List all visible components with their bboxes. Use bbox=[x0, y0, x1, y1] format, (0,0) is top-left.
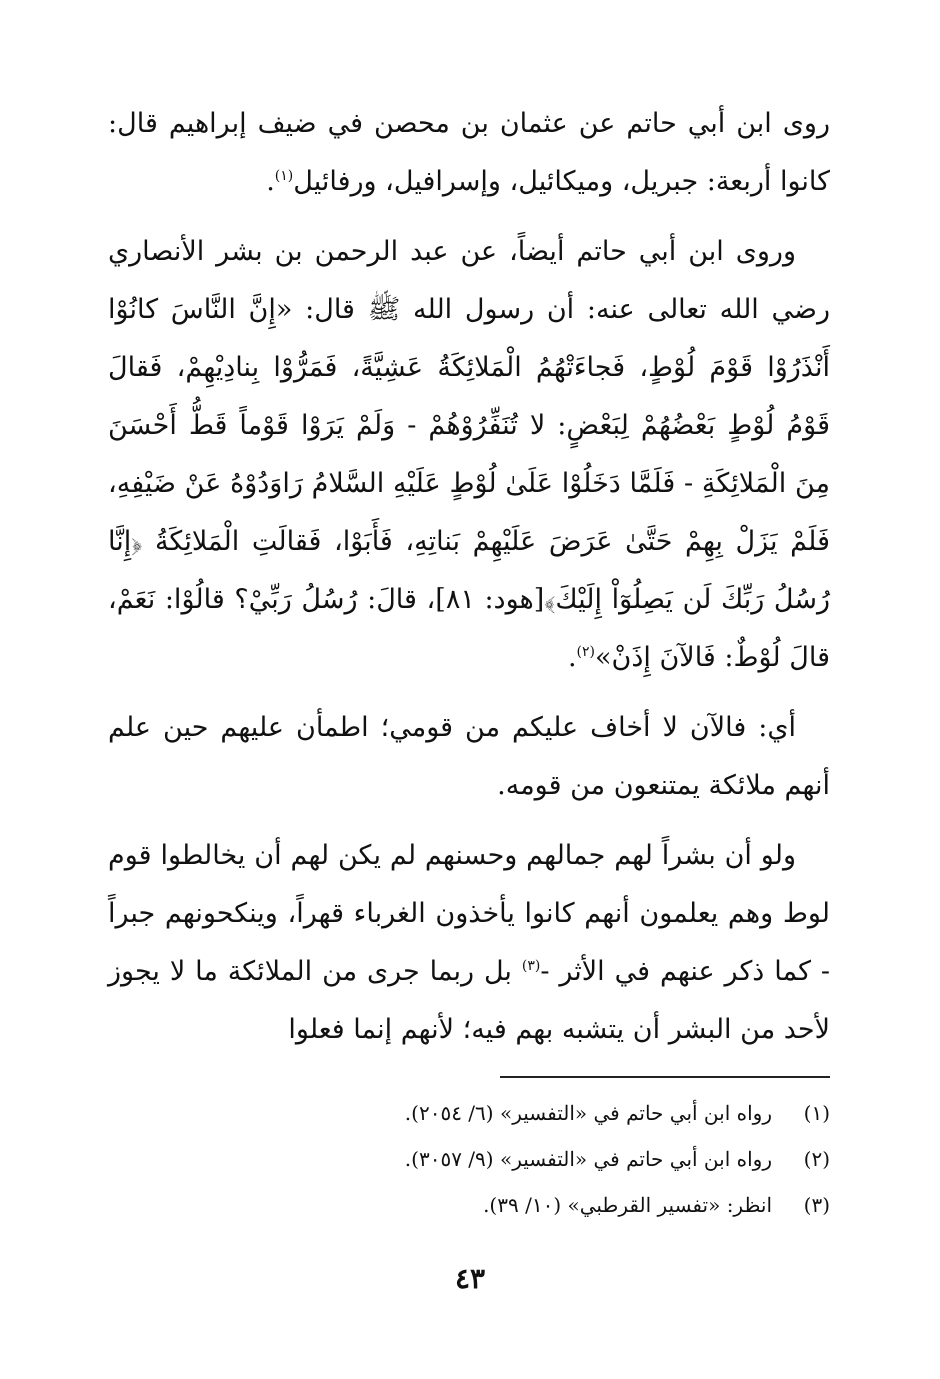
page-body bbox=[108, 95, 830, 1071]
footnote-2-number: (٢) bbox=[803, 1147, 830, 1171]
footnote-1-number: (١) bbox=[803, 1101, 830, 1125]
paragraph-2 bbox=[108, 223, 830, 687]
footnotes bbox=[108, 1090, 830, 1228]
paragraph-4 bbox=[108, 827, 830, 1059]
paragraph-1-text: روى ابن أبي حاتم عن عثمان بن محصن في ضيف إبراهيم قال: كانوا أربعة: جبريل، وميكائيل، وإسرافيل، ورفائيل bbox=[108, 108, 830, 197]
footnote-ref-3[interactable]: (٣) bbox=[521, 958, 541, 974]
paragraph-1-tail: . bbox=[266, 166, 275, 197]
paragraph-2-text: وروى ابن أبي حاتم أيضاً، عن عبد الرحمن بن بشر الأنصاري رضي الله تعالى عنه: أن رسول الله ﷺ قال: «إِنَّ النَّاسَ كانُوْا أَنْذَرُوْا قَوْمَ لُوْطٍ، فَجاءَتْهُمُ الْمَلائِكَةُ عَشِيَّةً، فَمَرُّوْا بِنادِيْهِمْ، فَقالَ قَوْمُ لُوْطٍ بَعْضُهُمْ لِبَعْضٍ: لا تُنَفِّرُوْهُمْ - وَلَمْ يَرَوْا قَوْماً قَطُّ أَحْسَنَ مِنَ الْمَلائِكَةِ - فَلَمَّا دَخَلُوْا عَلَىٰ لُوْطٍ عَلَيْهِ السَّلامُ رَاوَدُوْهُ عَنْ ضَيْفِهِ، فَلَمْ يَزَلْ بِهِمْ حَتَّىٰ عَرَضَ عَلَيْهِمْ بَناتِهِ، فَأَبَوْا، فَقالَتِ الْمَلائِكَةُ ﴿إِنَّا رُسُلُ رَبِّكَ لَن يَصِلُوٓاْ إِلَيْكَ﴾[هود: ٨١]، قالَ: رُسُلُ رَبِّيْ؟ قالُوْا: نَعَمْ، قالَ لُوْطٌ: فَالآنَ إِذَنْ» bbox=[108, 236, 830, 673]
paragraph-4-text-after: بل ربما جرى من الملائكة ما لا يجوز لأحد من البشر أن يتشبه بهم فيه؛ لأنهم إنما فعلوا bbox=[108, 956, 830, 1045]
paragraph-4-text-before: ولو أن بشراً لهم جمالهم وحسنهم لم يكن لهم أن يخالطوا قوم لوط وهم يعلمون أنهم كانوا يأخذون الغرباء قهراً، وينكحونهم جبراً - كما ذكر عنهم في الأثر - bbox=[108, 840, 830, 987]
paragraph-3-text: أي: فالآن لا أخاف عليكم من قومي؛ اطمأن عليهم حين علم أنهم ملائكة يمتنعون من قومه. bbox=[108, 712, 830, 801]
footnote-1 bbox=[108, 1090, 830, 1136]
footnote-ref-1[interactable]: (١) bbox=[274, 168, 294, 184]
footnote-2-text: رواه ابن أبي حاتم في «التفسير» (٩/ ٣٠٥٧). bbox=[404, 1147, 772, 1171]
paragraph-3 bbox=[108, 699, 830, 815]
page-number: ٤٣ bbox=[454, 1262, 486, 1295]
paragraph-2-tail: . bbox=[567, 642, 577, 673]
footnote-ref-2[interactable]: (٢) bbox=[576, 644, 596, 660]
footnote-3 bbox=[108, 1182, 830, 1228]
footnote-separator bbox=[500, 1076, 830, 1078]
footnote-2 bbox=[108, 1136, 830, 1182]
footnote-3-number: (٣) bbox=[803, 1193, 830, 1217]
footnote-3-text: انظر: «تفسير القرطبي» (١٠/ ٣٩). bbox=[483, 1193, 772, 1217]
footnote-1-text: رواه ابن أبي حاتم في «التفسير» (٦/ ٢٠٥٤). bbox=[404, 1101, 772, 1125]
paragraph-1 bbox=[108, 95, 830, 211]
